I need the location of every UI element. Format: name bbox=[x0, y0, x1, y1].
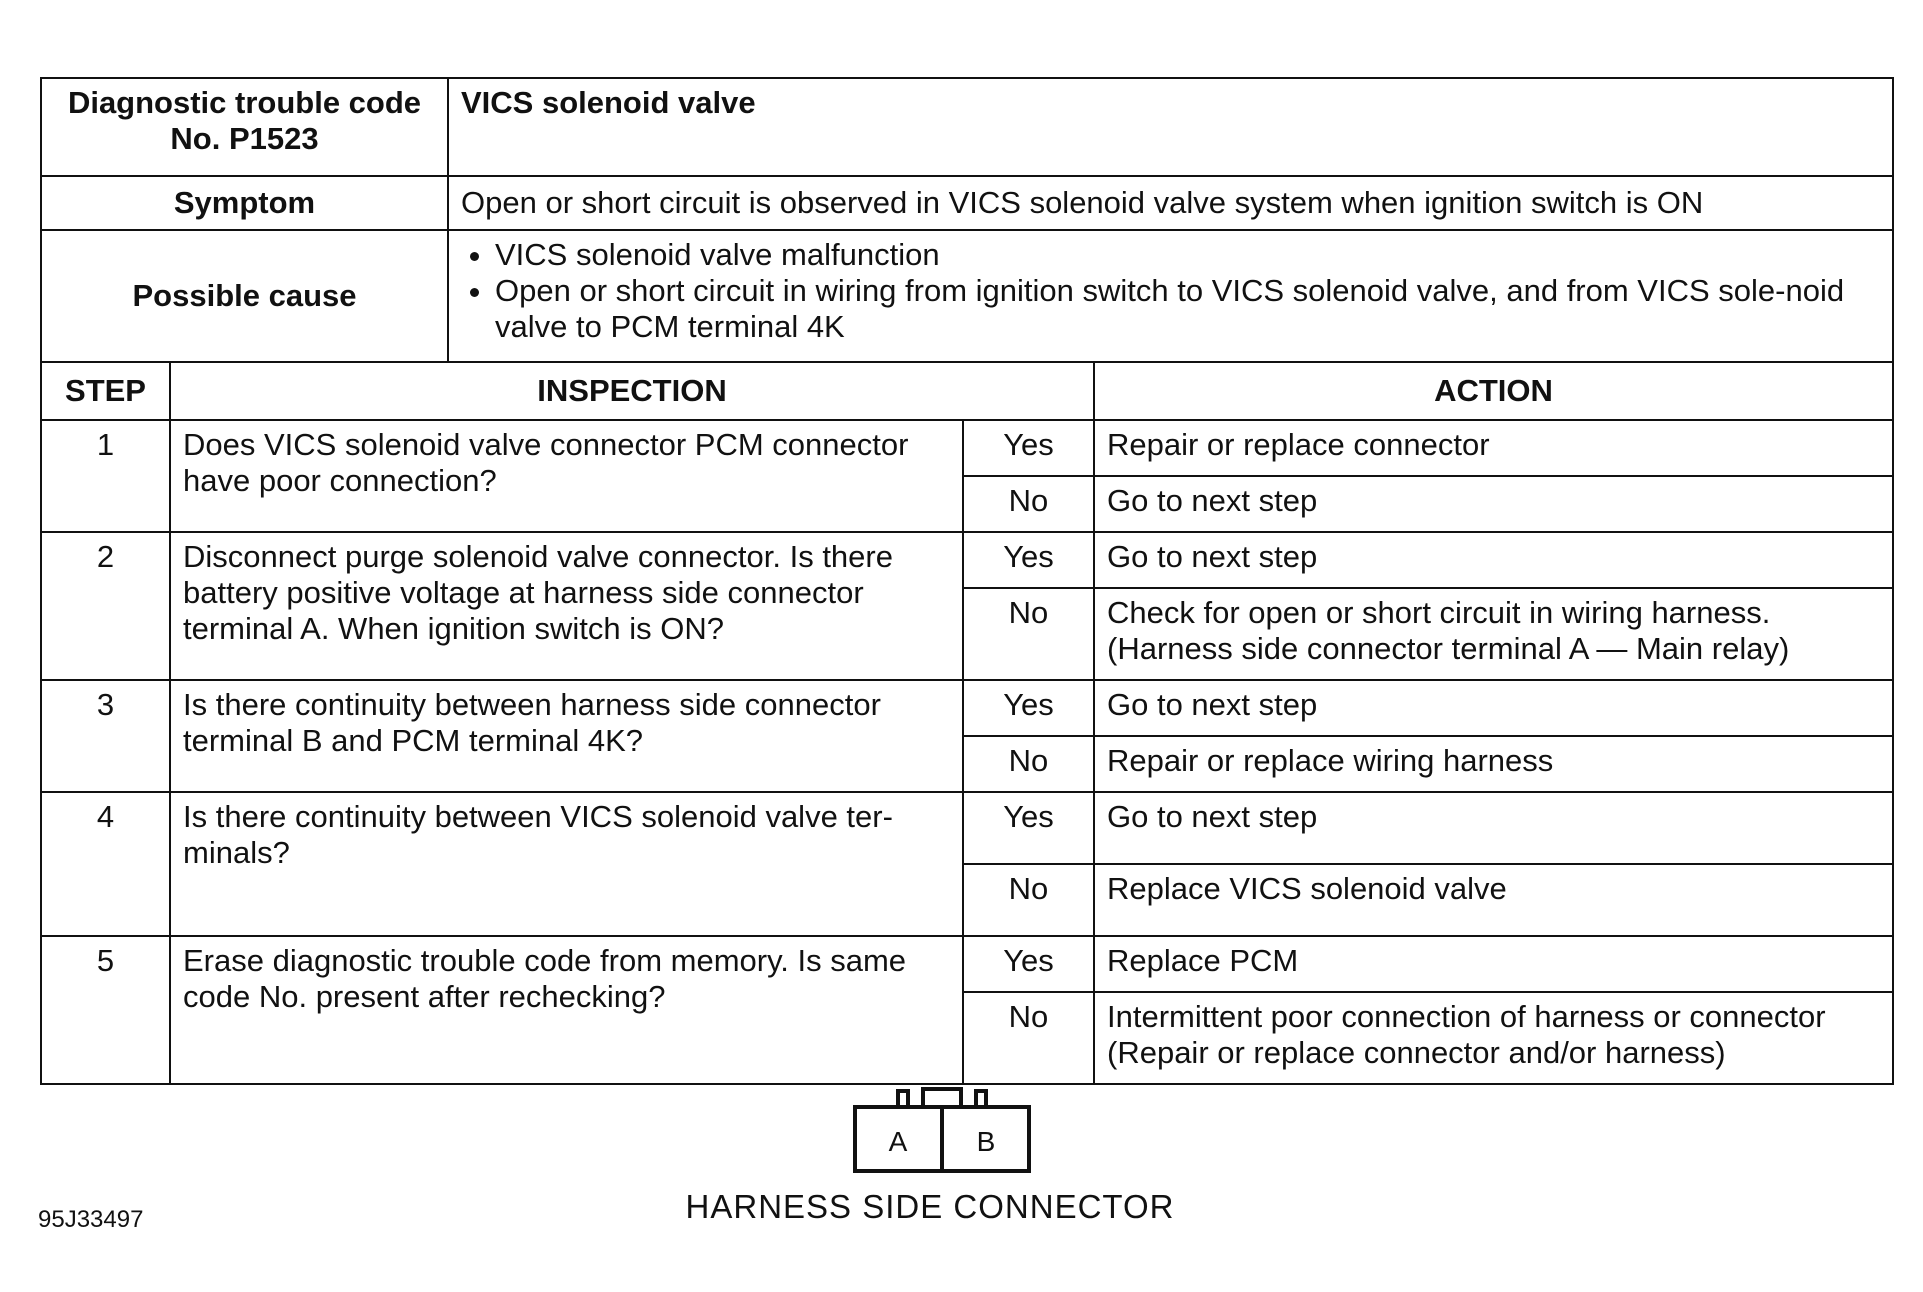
symptom-label: Symptom bbox=[41, 176, 448, 230]
symptom-value: Open or short circuit is observed in VICS solenoid valve system when ignition switch is ON bbox=[448, 176, 1893, 230]
diagnostic-table bbox=[40, 77, 1894, 1085]
possible-cause-list bbox=[448, 230, 1893, 362]
yes-label: Yes bbox=[963, 792, 1094, 864]
yes-action: Replace PCM bbox=[1094, 936, 1893, 992]
cause-item: • VICS solenoid valve malfunction bbox=[495, 237, 1880, 273]
connector-caption: HARNESS SIDE CONNECTOR bbox=[685, 1188, 1175, 1225]
step-number: 3 bbox=[41, 680, 170, 792]
no-label: No bbox=[963, 864, 1094, 936]
terminal-a-label: A bbox=[888, 1126, 908, 1157]
no-action: Check for open or short circuit in wiring harness. (Harness side connector terminal A — Main relay) bbox=[1094, 588, 1893, 680]
inspection-column-header: INSPECTION bbox=[170, 362, 1094, 420]
terminal-b-label: B bbox=[976, 1126, 996, 1157]
cause-item: • Open or short circuit in wiring from ignition switch to VICS solenoid valve, and from VICS sole-noid valve to PCM terminal 4K bbox=[495, 273, 1880, 345]
dtc-value: VICS solenoid valve bbox=[448, 78, 1893, 176]
no-action: Go to next step bbox=[1094, 476, 1893, 532]
yes-label: Yes bbox=[963, 936, 1094, 992]
dtc-label: Diagnostic trouble code No. P1523 bbox=[41, 78, 448, 176]
no-label: No bbox=[963, 992, 1094, 1084]
no-label: No bbox=[963, 476, 1094, 532]
yes-action: Go to next step bbox=[1094, 680, 1893, 736]
no-label: No bbox=[963, 588, 1094, 680]
inspection-text: Disconnect purge solenoid valve connector. Is there battery positive voltage at harness side connector terminal A. When ignition switch is ON? bbox=[170, 532, 963, 680]
yes-label: Yes bbox=[963, 420, 1094, 476]
yes-action: Go to next step bbox=[1094, 532, 1893, 588]
harness-connector-diagram bbox=[853, 1085, 1031, 1175]
inspection-text: Erase diagnostic trouble code from memory. Is same code No. present after rechecking? bbox=[170, 936, 963, 1084]
inspection-text: Does VICS solenoid valve connector PCM connector have poor connection? bbox=[170, 420, 963, 532]
step-number: 5 bbox=[41, 936, 170, 1084]
yes-action: Repair or replace connector bbox=[1094, 420, 1893, 476]
inspection-text: Is there continuity between VICS solenoid valve ter-minals? bbox=[170, 792, 963, 936]
step-number: 2 bbox=[41, 532, 170, 680]
figure-id: 95J33497 bbox=[38, 1206, 144, 1233]
action-column-header: ACTION bbox=[1094, 362, 1893, 420]
possible-cause-label: Possible cause bbox=[41, 230, 448, 362]
yes-action: Go to next step bbox=[1094, 792, 1893, 864]
no-action: Replace VICS solenoid valve bbox=[1094, 864, 1893, 936]
step-number: 1 bbox=[41, 420, 170, 532]
step-column-header: STEP bbox=[41, 362, 170, 420]
no-label: No bbox=[963, 736, 1094, 792]
yes-label: Yes bbox=[963, 680, 1094, 736]
inspection-text: Is there continuity between harness side connector terminal B and PCM terminal 4K? bbox=[170, 680, 963, 792]
step-number: 4 bbox=[41, 792, 170, 936]
no-action: Intermittent poor connection of harness or connector (Repair or replace connector and/or harness) bbox=[1094, 992, 1893, 1084]
no-action: Repair or replace wiring harness bbox=[1094, 736, 1893, 792]
yes-label: Yes bbox=[963, 532, 1094, 588]
